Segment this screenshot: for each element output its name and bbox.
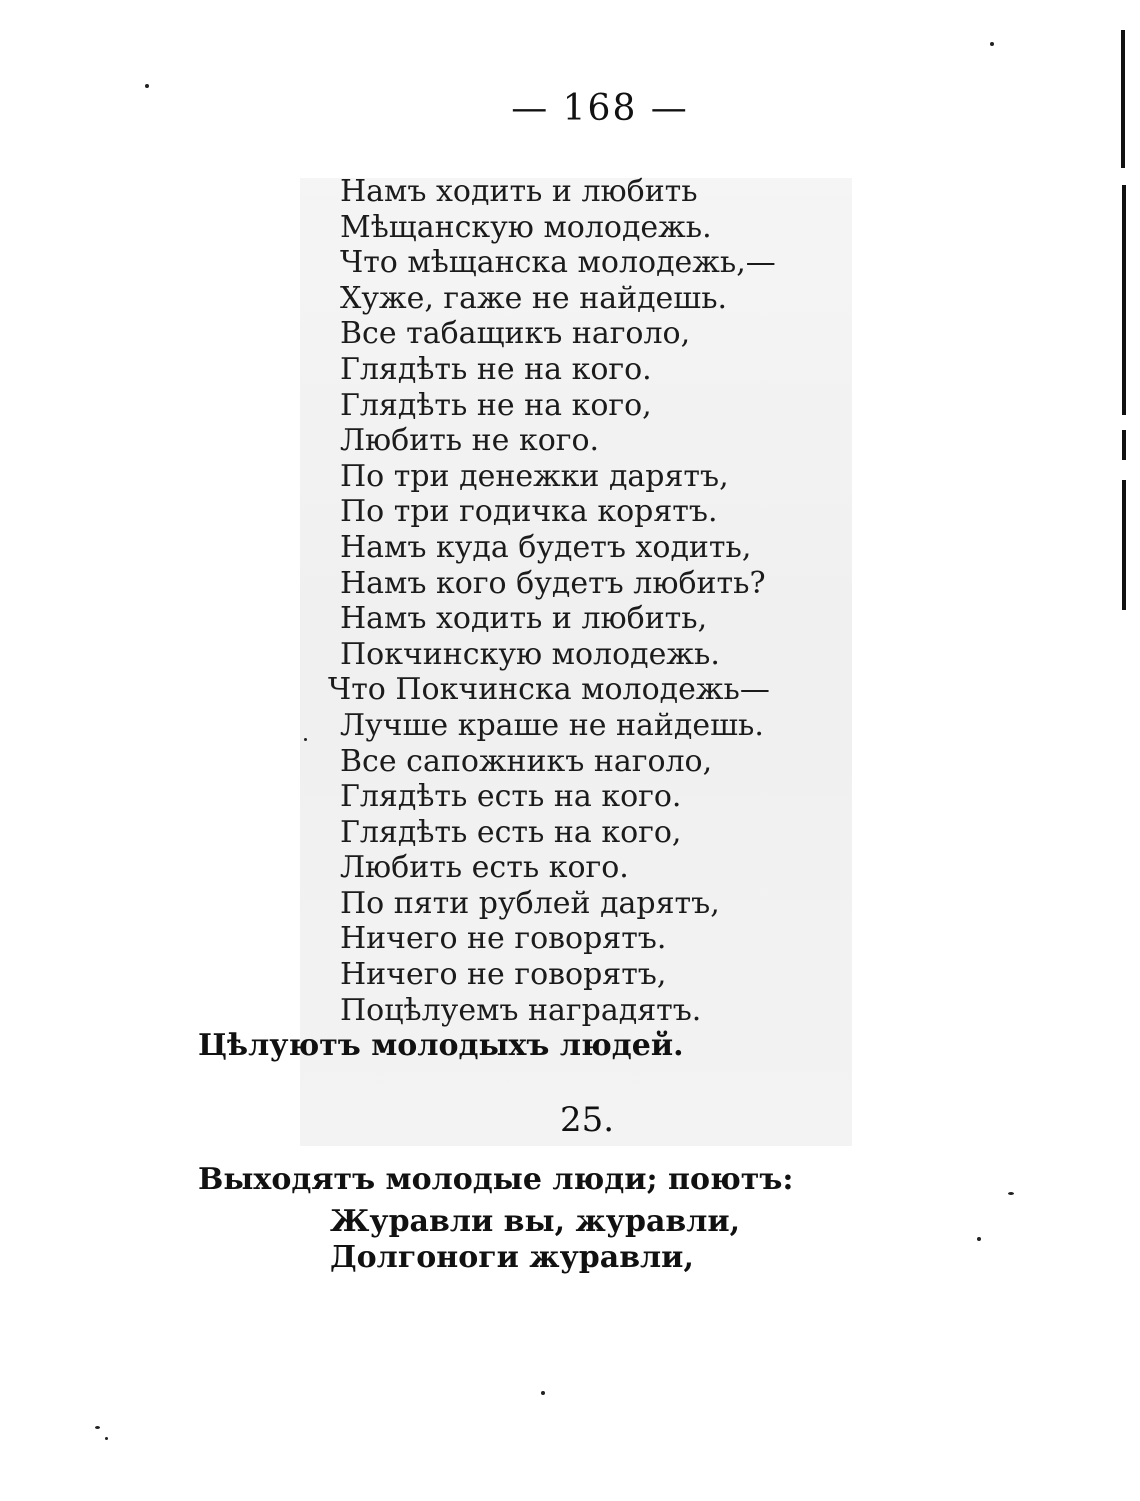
verse-block bbox=[328, 174, 776, 1028]
verse-line: Намъ ходить и любить bbox=[340, 174, 698, 209]
section-number: 25. bbox=[560, 1100, 615, 1140]
scan-speck bbox=[105, 1437, 108, 1440]
scan-edge-mark bbox=[1122, 480, 1126, 610]
verse-line: Глядѣть есть на кого. bbox=[340, 779, 682, 815]
scan-edge-mark bbox=[1121, 30, 1125, 168]
verse-line: Все табащикъ наголо, bbox=[340, 316, 691, 352]
verse-line: Хуже, гаже не найдешь. bbox=[340, 280, 728, 316]
verse-line: По три годичка корятъ. bbox=[340, 494, 718, 530]
verse-line: Глядѣть не на кого, bbox=[340, 387, 652, 423]
verse-line: Глядѣть не на кого. bbox=[340, 351, 652, 387]
stage-direction-exit: Выходятъ молодые люди; поютъ: bbox=[198, 1162, 794, 1197]
verse-line: Что Покчинска молодежь— bbox=[328, 672, 770, 708]
song-line: Долгоноги журавли, bbox=[330, 1240, 694, 1275]
scan-speck bbox=[304, 738, 307, 741]
verse-line: Намъ кого будетъ любить? bbox=[340, 565, 766, 601]
scan-speck bbox=[541, 1391, 545, 1395]
verse-line: По три денежки дарятъ, bbox=[340, 458, 729, 494]
verse-line: Ничего не говорятъ. bbox=[340, 921, 667, 957]
verse-line: Мѣщанскую молодежь. bbox=[340, 209, 712, 245]
verse-line: Глядѣть есть на кого, bbox=[340, 814, 682, 850]
scan-speck bbox=[977, 1237, 981, 1241]
verse-line: Поцѣлуемъ наградятъ. bbox=[340, 992, 702, 1028]
scan-edge-mark bbox=[1122, 430, 1126, 460]
song-line: Журавли вы, журавли, bbox=[330, 1204, 741, 1239]
verse-line: Любить есть кого. bbox=[340, 850, 629, 886]
verse-line: По пяти рублей дарятъ, bbox=[340, 885, 720, 921]
verse-line: Что мѣщанска молодежь,— bbox=[340, 245, 776, 281]
stage-direction-kiss: Цѣлуютъ молодыхъ людей. bbox=[198, 1028, 684, 1063]
verse-line: Намъ ходить и любить, bbox=[340, 601, 708, 637]
scan-speck bbox=[95, 1426, 100, 1429]
song-block bbox=[330, 1204, 740, 1276]
verse-line: Любить не кого. bbox=[340, 423, 600, 459]
verse-line: Все сапожникъ наголо, bbox=[340, 743, 713, 779]
verse-line: Намъ куда будетъ ходить, bbox=[340, 529, 752, 565]
scan-speck bbox=[145, 84, 149, 88]
scan-speck bbox=[990, 42, 994, 46]
scan-edge-mark bbox=[1122, 185, 1126, 415]
page-number: — 168 — bbox=[511, 88, 689, 129]
verse-line: Покчинскую молодежь. bbox=[340, 636, 720, 672]
scan-speck bbox=[1008, 1192, 1014, 1195]
verse-line: Лучше краше не найдешь. bbox=[340, 707, 764, 743]
verse-line: Ничего не говорятъ, bbox=[340, 957, 667, 993]
